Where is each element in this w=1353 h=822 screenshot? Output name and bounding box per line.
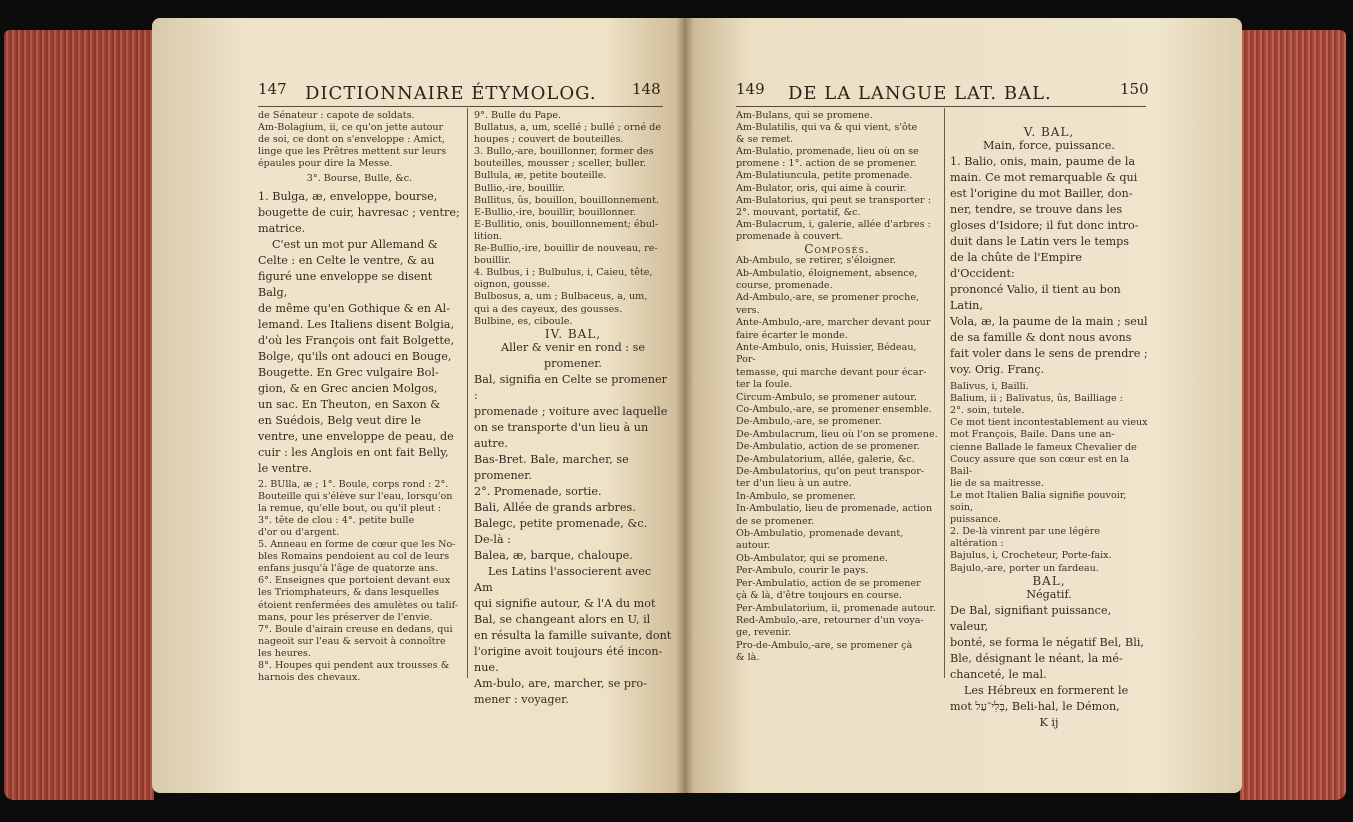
- text-line: bouillir.: [474, 255, 511, 267]
- text-line: de soi, ce dont on s'enveloppe : Amict,: [258, 134, 445, 146]
- text-line: De-Ambulo,-are, se promener.: [736, 416, 882, 428]
- section-subtitle-negatif: Négatif.: [1026, 587, 1072, 601]
- text-line: épaules pour dire la Messe.: [258, 158, 393, 170]
- text-line: étoient renfermées des amulètes ou talif-: [258, 599, 459, 611]
- section-heading-v-bal: V. BAL,: [1023, 125, 1075, 139]
- text-line: In-Ambulo, se promener.: [736, 490, 856, 502]
- text-line: l'origine avoit toujours été incon-: [474, 644, 663, 658]
- text-line: Ob-Ambulator, qui se promene.: [736, 552, 888, 564]
- text-line: Am-Bulacrum, i, galerie, allée d'arbres :: [736, 218, 931, 230]
- text-line: ner, tendre, se trouve dans les: [950, 203, 1123, 217]
- text-line: Pro-de-Ambulo,-are, se promener çà: [736, 639, 913, 651]
- text-line: harnois des chevaux.: [258, 672, 361, 684]
- text-line: Am-Bulatio, promenade, lieu où on se: [736, 146, 919, 158]
- text-line: d'où les François ont fait Bolgette,: [258, 333, 455, 347]
- left-page-number-b: 148: [632, 80, 661, 98]
- text-line: ventre, une enveloppe de peau, de: [258, 429, 454, 443]
- text-line: Bullatus, a, um, scellé ; bullé ; orné de: [474, 122, 662, 134]
- text-line: Ad-Ambulo,-are, se promener proche,: [736, 292, 920, 304]
- text-line: De-Ambulatorium, allée, galerie, &c.: [736, 453, 915, 465]
- text-line: Ab-Ambulatio, éloignement, absence,: [736, 267, 918, 279]
- text-line: d'or ou d'argent.: [258, 526, 340, 538]
- text-line: De-là :: [474, 532, 511, 546]
- text-line: Bajulo,-are, porter un fardeau.: [950, 562, 1099, 574]
- left-col1-intro: [258, 110, 461, 186]
- text-line: 3°. tête de clou : 4°. petite bulle: [258, 514, 415, 526]
- left-running-title: DICTIONNAIRE ÉTYMOLOG.: [305, 83, 597, 104]
- right-header-rule: [736, 106, 1146, 107]
- text-line: de sa famille & dont nous avons: [950, 331, 1132, 345]
- text-line: faire écarter le monde.: [736, 329, 848, 341]
- text-line: duit dans le Latin vers le temps: [950, 235, 1129, 249]
- text-line: Bas-Bret. Bale, marcher, se promener.: [474, 452, 629, 482]
- text-line: De-Ambulacrum, lieu où l'on se promene.: [736, 428, 938, 440]
- right-col2-balivus-entry: [950, 381, 1148, 575]
- text-line: Celte : en Celte le ventre, & au: [258, 253, 435, 267]
- text-line: Bulbosus, a, um ; Bulbaceus, a, um,: [474, 291, 648, 303]
- text-line: promenade à couvert.: [736, 230, 843, 242]
- text-line: Red-Ambulo,-are, retourner d'un voya-: [736, 614, 924, 626]
- section-heading-composes: Composés.: [804, 242, 870, 257]
- text-line: Ante-Ambulo,-are, marcher devant pour: [736, 317, 931, 329]
- text-line: course, promenade.: [736, 279, 833, 291]
- text-line: mans, pour les préserver de l'envie.: [258, 611, 433, 623]
- text-line: Am-bulo, are, marcher, se pro-: [474, 676, 647, 690]
- text-line: 5. Anneau en forme de cœur que les No-: [258, 539, 456, 551]
- text-line: 3°. Bourse, Bulle, &c.: [306, 173, 413, 185]
- text-line: lie de sa maitresse.: [950, 477, 1045, 489]
- text-line: nue.: [474, 660, 499, 674]
- text-line: fait voler dans le sens de prendre ;: [950, 347, 1148, 361]
- text-line: Bal, se changeant alors en U, il: [474, 612, 651, 626]
- text-line: Ab-Ambulo, se retirer, s'éloigner.: [736, 255, 897, 267]
- text-line: Ce mot tient incontestablement au vieux: [950, 417, 1148, 429]
- text-line: Circum-Ambulo, se promener autour.: [736, 391, 917, 403]
- text-line: bonté, se forma le négatif Bel, Bli,: [950, 635, 1144, 649]
- right-column-rule: [944, 108, 945, 678]
- text-line: de se promener.: [736, 515, 815, 527]
- text-line: temasse, qui marche devant pour écar-: [736, 366, 927, 378]
- text-line: 2°. mouvant, portatif, &c.: [736, 206, 861, 218]
- text-line: Bulbine, es, ciboule.: [474, 315, 573, 327]
- right-page-number-a: 149: [736, 80, 765, 98]
- text-line: Per-Ambulatio, action de se promener: [736, 577, 921, 589]
- text-line: en Suédois, Belg veut dire le: [258, 413, 421, 427]
- text-line: qui signifie autour, & l'A du mot: [474, 596, 656, 610]
- text-line: Bajulus, i, Crocheteur, Porte-faix.: [950, 550, 1112, 562]
- right-running-title: DE LA LANGUE LAT. BAL.: [788, 83, 1052, 104]
- text-line: Ble, désignant le néant, la mé-: [950, 651, 1123, 665]
- text-line: gloses d'Isidore; il fut donc intro-: [950, 219, 1139, 233]
- text-line: De Bal, signifiant puissance, valeur,: [950, 603, 1112, 633]
- text-line: Per-Ambulatorium, ii, promenade autour.: [736, 602, 936, 614]
- left-col1-bulga-entry: [258, 189, 461, 477]
- text-line: la remue, qu'elle bout, ou qu'il pleut :: [258, 502, 442, 514]
- text-line: ter la foule.: [736, 379, 793, 391]
- book-edge-left: [4, 30, 154, 800]
- text-line: qui a des cayeux, des gousses.: [474, 303, 623, 315]
- text-line: In-Ambulatio, lieu de promenade, action: [736, 503, 933, 515]
- text-line: Re-Bullio,-ire, bouillir de nouveau, re-: [474, 243, 658, 255]
- text-line: 2°. Promenade, sortie.: [474, 484, 602, 498]
- text-line: promenade ; voiture avec laquelle: [474, 404, 668, 418]
- text-line: mener : voyager.: [474, 692, 569, 706]
- text-line: bougette de cuir, havresac ; ventre;: [258, 205, 460, 219]
- right-col1-compounds: [736, 255, 938, 664]
- text-line: de la chûte de l'Empire d'Occident:: [950, 251, 1082, 281]
- text-line: Balea, æ, barque, chaloupe.: [474, 548, 633, 562]
- text-line: houpes ; couvert de bouteilles.: [474, 134, 624, 146]
- text-line: Bolge, qu'ils ont adouci en Bouge,: [258, 349, 452, 363]
- text-line: & se remet.: [736, 134, 794, 146]
- left-page-number-a: 147: [258, 80, 287, 98]
- text-line: chanceté, le mal.: [950, 667, 1047, 681]
- left-col2-bal-entry: [474, 340, 672, 708]
- text-line: Co-Ambulo,-are, se promener ensemble.: [736, 404, 932, 415]
- text-line: autre.: [474, 436, 508, 450]
- signature-mark: K ij: [1039, 715, 1059, 729]
- text-line: 1. Bulga, æ, enveloppe, bourse,: [258, 189, 438, 203]
- text-line: Am-Bulatiuncula, petite promenade.: [736, 170, 913, 182]
- text-line: de Sénateur : capote de soldats.: [258, 110, 415, 121]
- text-line: puissance.: [950, 514, 1002, 526]
- left-col2-bulla-derivatives: [474, 110, 672, 328]
- text-line: Balivus, i, Bailli.: [950, 381, 1029, 393]
- text-line: enfans jusqu'à l'âge de quatorze ans.: [258, 563, 439, 575]
- section-subtitle-main-force: Main, force, puissance.: [983, 139, 1115, 153]
- right-column-1: [736, 110, 938, 665]
- text-line: ge, revenir.: [736, 627, 792, 639]
- text-line: Ante-Ambulo, onis, Huissier, Bédeau, Por-: [736, 341, 917, 366]
- text-line: Les Hébreux en formerent le: [964, 683, 1129, 697]
- text-line: Bullula, æ, petite bouteille.: [474, 170, 607, 182]
- book-edge-right: [1240, 30, 1346, 800]
- text-line: Bougette. En Grec vulgaire Bol-: [258, 365, 439, 379]
- text-line: Coucy assure que son cœur est en la Bail-: [950, 453, 1130, 477]
- text-line: 1. Balio, onis, main, paume de la: [950, 155, 1136, 169]
- text-line: C'est un mot pur Allemand &: [272, 237, 438, 251]
- book-gutter: [676, 18, 694, 793]
- text-line: Balegc, petite promenade, &c.: [474, 516, 648, 530]
- text-line: 7°. Boule d'airain creuse en dedans, qui: [258, 623, 453, 635]
- text-line: Latin,: [950, 299, 983, 313]
- right-column-2: [950, 110, 1148, 731]
- text-line: çà & là, d'être toujours en course.: [736, 590, 903, 602]
- section-heading-iv-bal: IV. BAL,: [544, 326, 602, 341]
- text-line: promene : 1°. action de se promener.: [736, 158, 917, 170]
- text-line: vers.: [736, 304, 760, 316]
- text-line: nageoit sur l'eau & servoit à connoître: [258, 635, 446, 647]
- right-col1-ambulo-derivatives: [736, 110, 938, 243]
- text-line: Vola, æ, la paume de la main ; seul: [950, 315, 1148, 329]
- text-line: ter d'un lieu à un autre.: [736, 478, 852, 490]
- text-line: lition.: [474, 230, 503, 242]
- text-line: cuir : les Anglois en ont fait Belly,: [258, 445, 449, 459]
- text-line: on se transporte d'un lieu à un: [474, 420, 649, 434]
- text-line: linge que les Prêtres mettent sur leurs: [258, 146, 447, 158]
- text-line: Le mot Italien Balia signifie pouvoir, soin,: [950, 489, 1127, 514]
- right-page-number-b: 150: [1120, 80, 1149, 98]
- text-line: main. Ce mot remarquable & qui: [950, 171, 1138, 185]
- text-line: lemand. Les Italiens disent Bolgia,: [258, 317, 455, 331]
- text-line: figuré une enveloppe se disent Balg,: [258, 269, 433, 299]
- text-line: Balium, ii ; Balivatus, ûs, Bailliage :: [950, 393, 1123, 405]
- text-line: 6°. Enseignes que portoient devant eux: [258, 575, 451, 587]
- text-line: E-Bullio,-ire, bouillir, bouillonner.: [474, 206, 637, 218]
- text-line: 3. Bullo,-are, bouillonner, former des: [474, 146, 654, 158]
- text-line: E-Bullitio, onis, bouillonnement; ébul-: [474, 218, 659, 230]
- section-heading-bal-negatif: BAL,: [1032, 573, 1066, 588]
- text-line: Bali, Allée de grands arbres.: [474, 500, 636, 514]
- text-line: matrice.: [258, 221, 306, 235]
- text-line: bouteilles, mousser ; sceller, buller.: [474, 158, 647, 170]
- left-column-1: [258, 110, 461, 684]
- text-line: mot François, Baile. Dans une an-: [950, 429, 1115, 441]
- text-line: bles Romains pendoient au col de leurs: [258, 551, 450, 563]
- text-line: Per-Ambulo, courir le pays.: [736, 565, 869, 577]
- left-column-2: [474, 110, 672, 708]
- left-column-rule: [467, 108, 468, 678]
- left-header-rule: [258, 106, 663, 107]
- text-line: les heures.: [258, 647, 311, 659]
- text-line: Bullitus, ûs, bouillon, bouillonnement.: [474, 194, 660, 206]
- text-line: Am-Bulatilis, qui va & qui vient, s'ôte: [736, 122, 918, 134]
- text-line: gion, & en Grec ancien Molgos,: [258, 381, 438, 395]
- text-line: prononcé Valio, il tient au bon: [950, 283, 1121, 297]
- text-line: en résulta la famille suivante, dont: [474, 628, 672, 642]
- text-line: 4. Bulbus, i ; Bulbulus, i, Caieu, tête,: [474, 267, 653, 279]
- text-line: 2. BUlla, æ ; 1°. Boule, corps rond : 2°.: [258, 478, 449, 490]
- text-line: Bullio,-ire, bouillir.: [474, 182, 565, 194]
- text-line: mot בְּלִי־עַל, Beli-hal, le Démon,: [950, 699, 1120, 713]
- text-line: Am-Bulans, qui se promene.: [736, 110, 873, 121]
- text-line: voy. Orig. Franç.: [950, 363, 1045, 377]
- right-col2-balio-entry: [950, 154, 1148, 378]
- text-line: les Triomphateurs, & dans lesquelles: [258, 587, 440, 599]
- text-line: Les Latins l'associerent avec Am: [474, 564, 652, 594]
- text-line: le ventre.: [258, 461, 312, 475]
- text-line: & là.: [736, 652, 760, 664]
- text-line: oignon, gousse.: [474, 279, 550, 291]
- text-line: De-Ambulatorius, qu'on peut transpor-: [736, 466, 925, 478]
- right-col2-bel-entry: [950, 603, 1148, 731]
- text-line: est l'origine du mot Bailler, don-: [950, 187, 1133, 201]
- text-line: Am-Bulator, oris, qui aime à courir.: [736, 182, 907, 194]
- text-line: 2. De-là vinrent par une légère altération :: [950, 526, 1101, 550]
- text-line: Ob-Ambulatio, promenade devant, autour.: [736, 528, 904, 552]
- text-line: Am-Bulatorius, qui peut se transporter :: [736, 194, 931, 206]
- text-line: Aller & venir en rond : se promener.: [501, 340, 645, 370]
- text-line: Am-Bolagium, ii, ce qu'on jette autour: [258, 122, 444, 134]
- text-line: 8°. Houpes qui pendent aux trousses &: [258, 659, 450, 671]
- text-line: un sac. En Theuton, en Saxon &: [258, 397, 441, 411]
- text-line: de même qu'en Gothique & en Al-: [258, 301, 451, 315]
- text-line: Bal, signifia en Celte se promener :: [474, 372, 667, 402]
- text-line: De-Ambulatio, action de se promener.: [736, 441, 920, 453]
- text-line: cienne Ballade le fameux Chevalier de: [950, 441, 1137, 453]
- left-col1-bulla-entry: [258, 479, 461, 685]
- text-line: Bouteille qui s'élève sur l'eau, lorsqu'on: [258, 490, 453, 502]
- text-line: 9°. Bulle du Pape.: [474, 110, 562, 121]
- text-line: 2°. soin, tutele.: [950, 405, 1025, 417]
